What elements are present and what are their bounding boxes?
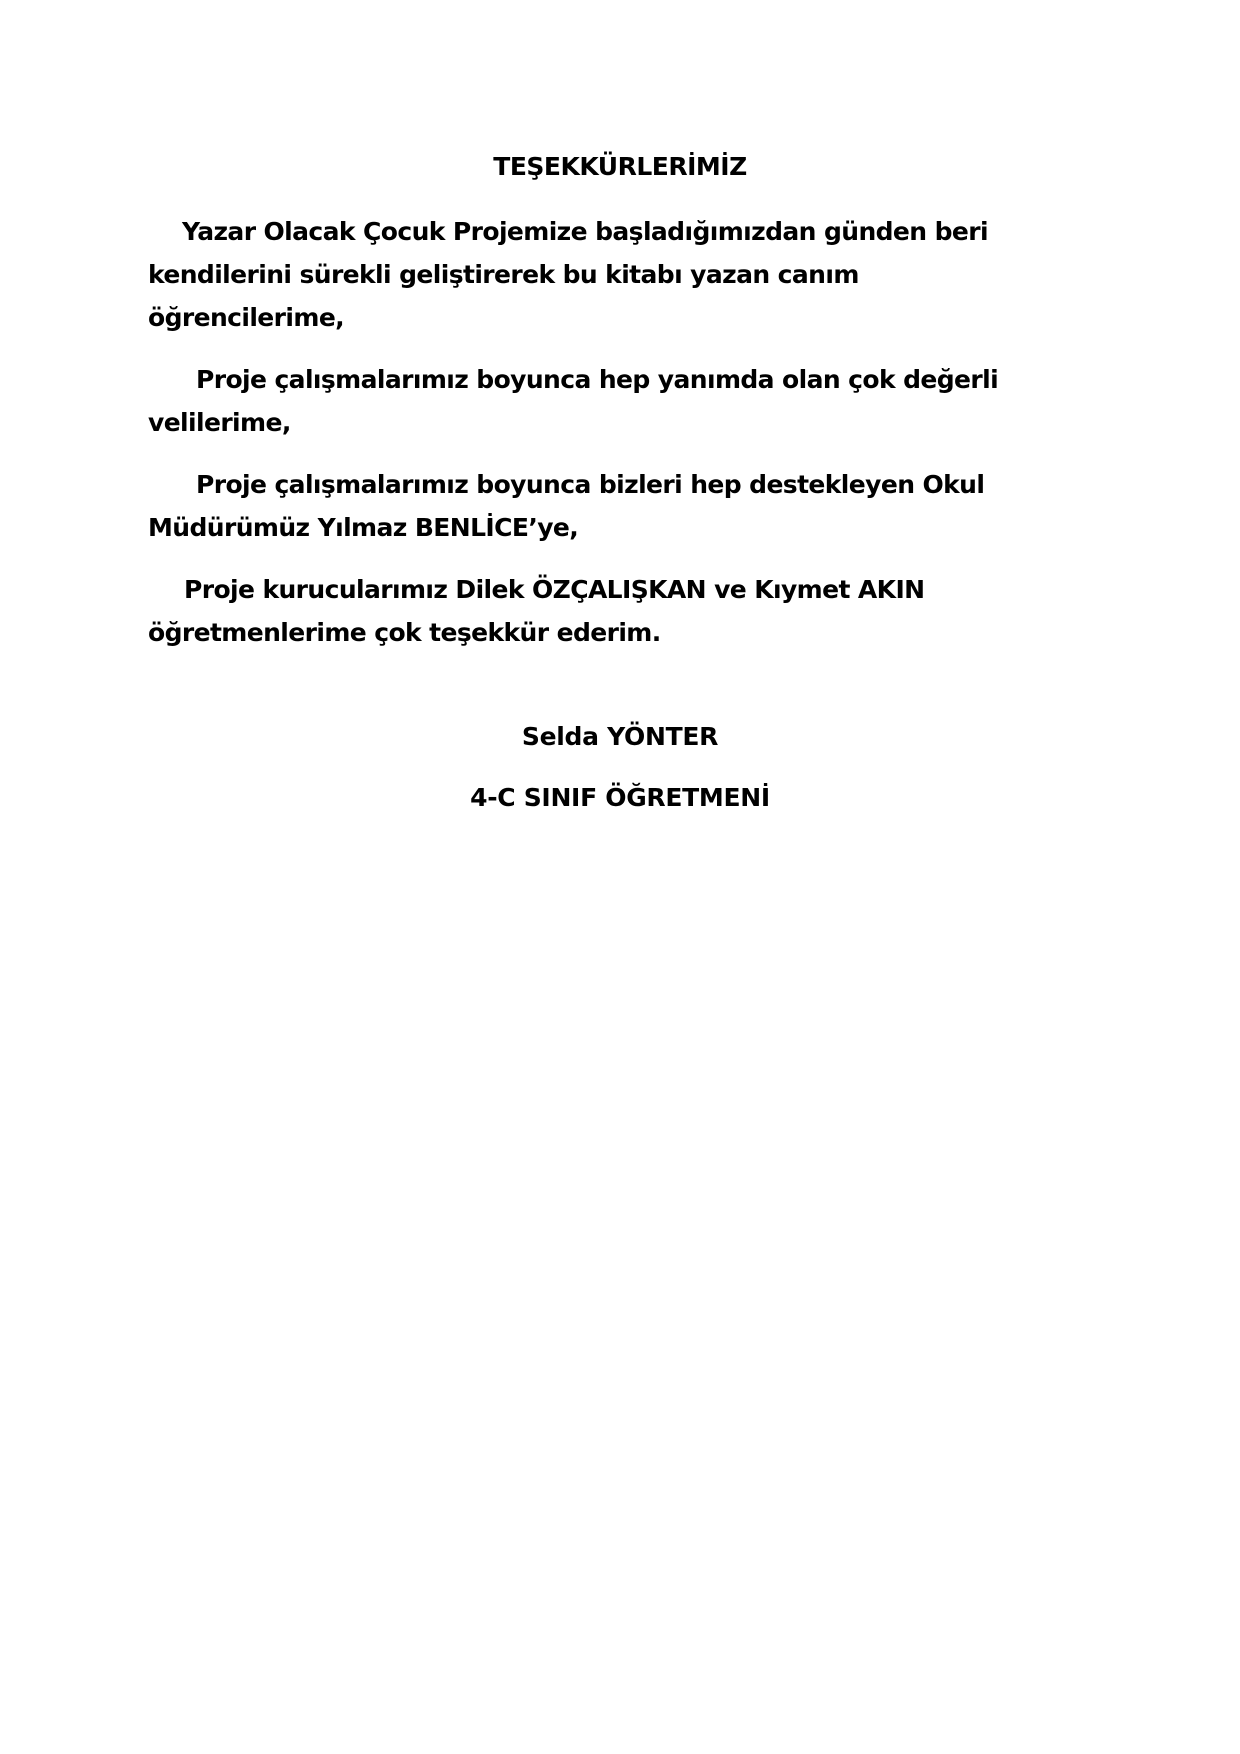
paragraph-principal — [148, 463, 1048, 549]
paragraph-line: velilerime, — [148, 408, 291, 437]
paragraph-parents — [148, 358, 1048, 444]
page-title: TEŞEKKÜRLERİMİZ — [493, 152, 747, 181]
paragraph-line: kendilerini sürekli geliştirerek bu kitabı yazan canım — [148, 260, 859, 289]
signature-role: 4-C SINIF ÖĞRETMENİ — [470, 783, 770, 812]
paragraph-line: Proje çalışmalarımız boyunca bizleri hep destekleyen Okul — [196, 470, 985, 499]
paragraph-students — [148, 210, 1048, 339]
paragraph-line: öğrencilerime, — [148, 303, 345, 332]
signature-name: Selda YÖNTER — [521, 722, 719, 751]
paragraph-line: Proje kurucularımız Dilek ÖZÇALIŞKAN ve Kıymet AKIN — [184, 575, 925, 604]
paragraph-line: Yazar Olacak Çocuk Projemize başladığımızdan günden beri — [182, 217, 988, 246]
paragraph-line: Müdürümüz Yılmaz BENLİCE’ye, — [148, 513, 579, 542]
paragraph-line: Proje çalışmalarımız boyunca hep yanımda olan çok değerli — [196, 365, 999, 394]
paragraph-line: öğretmenlerime çok teşekkür ederim. — [148, 618, 661, 647]
paragraph-founders — [148, 568, 1048, 654]
